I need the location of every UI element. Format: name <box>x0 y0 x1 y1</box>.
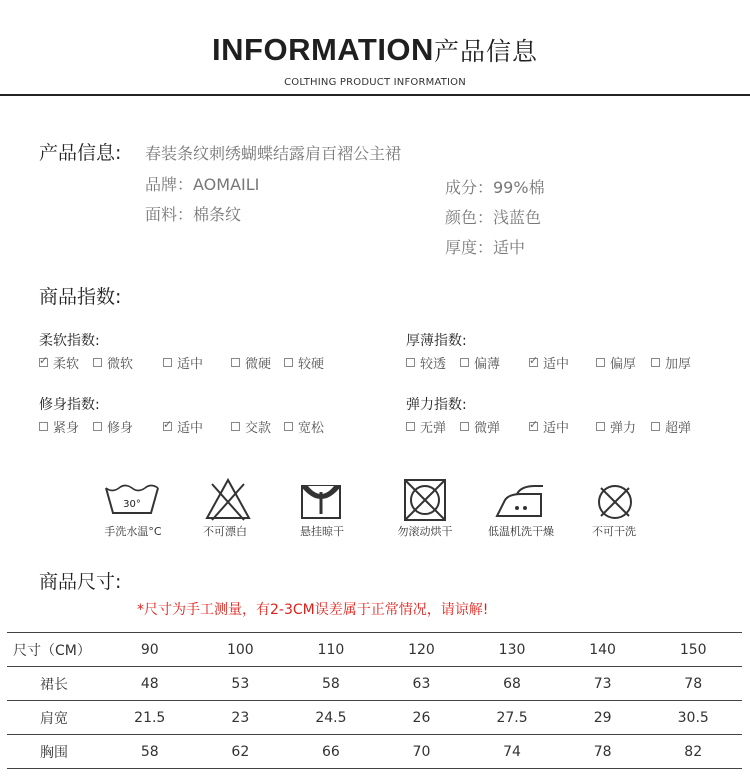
checkbox-icon[interactable] <box>406 422 415 431</box>
size-cell: 27.5 <box>496 709 528 726</box>
index-option-label: 宽松 <box>298 421 325 436</box>
page-title <box>0 32 750 68</box>
index-group-title: 弹力指数: <box>406 397 467 413</box>
index-option[interactable] <box>93 353 133 372</box>
index-option[interactable] <box>231 417 271 436</box>
wash-temp: 30° <box>123 499 141 510</box>
size-heading: 商品尺寸: <box>39 571 122 593</box>
product-thickness: 厚度：适中 <box>445 238 526 257</box>
index-option-label: 适中 <box>543 357 570 372</box>
index-option[interactable] <box>93 417 133 436</box>
index-option[interactable] <box>284 353 324 372</box>
index-option-label: 微弹 <box>474 421 501 436</box>
index-option-label: 加厚 <box>665 357 692 372</box>
checkbox-checked-icon[interactable] <box>39 358 48 367</box>
index-option[interactable] <box>460 417 500 436</box>
index-option[interactable] <box>39 353 79 372</box>
size-cell: 78 <box>684 675 703 692</box>
checkbox-icon[interactable] <box>284 422 293 431</box>
checkbox-icon[interactable] <box>460 358 469 367</box>
checkbox-icon[interactable] <box>93 422 102 431</box>
size-cell: 140 <box>589 641 616 658</box>
checkbox-icon[interactable] <box>231 358 240 367</box>
index-option-label: 适中 <box>177 421 204 436</box>
size-cell: 110 <box>317 641 345 658</box>
care-label-hang-dry: 悬挂晾干 <box>300 525 344 538</box>
care-label-no-dry-clean: 不可干洗 <box>592 525 636 538</box>
checkbox-checked-icon[interactable] <box>163 422 172 431</box>
care-label-hand-wash: 手洗水温°C <box>104 525 162 538</box>
size-cell: 53 <box>231 675 250 692</box>
size-cell: 58 <box>140 743 159 760</box>
index-group-title: 厚薄指数: <box>406 333 467 349</box>
index-option[interactable] <box>231 353 271 372</box>
product-name: 春装条纹刺绣蝴蝶结露肩百褶公主裙 <box>145 144 402 163</box>
size-cell: 21.5 <box>134 709 166 726</box>
size-cell: 66 <box>321 743 340 760</box>
index-option[interactable] <box>651 353 691 372</box>
header-divider <box>0 94 750 96</box>
size-cell: 26 <box>412 709 431 726</box>
size-cell: 24.5 <box>315 709 347 726</box>
checkbox-icon[interactable] <box>651 422 660 431</box>
index-option-label: 适中 <box>177 357 204 372</box>
size-cell: 90 <box>140 641 159 658</box>
care-label-no-tumble: 勿滚动烘干 <box>397 525 453 538</box>
checkbox-icon[interactable] <box>284 358 293 367</box>
size-cell: 62 <box>231 743 250 760</box>
title-en: INFORMATION <box>212 32 434 67</box>
index-option-label: 适中 <box>543 421 570 436</box>
care-label-no-bleach: 不可漂白 <box>203 525 247 538</box>
title-cn: 产品信息 <box>433 37 538 66</box>
index-group-title: 修身指数: <box>39 397 100 413</box>
product-fabric: 面料：棉条纹 <box>145 205 242 224</box>
index-option[interactable] <box>406 417 446 436</box>
size-row <box>7 633 742 667</box>
checkbox-checked-icon[interactable] <box>529 422 538 431</box>
size-cell: 30.5 <box>677 709 709 726</box>
size-note: *尺寸为手工测量，有2-3CM误差属于正常情况，请谅解! <box>137 602 489 618</box>
product-composition: 成分：99%棉 <box>445 178 545 197</box>
size-cell: 68 <box>503 675 521 692</box>
index-option[interactable] <box>163 353 203 372</box>
page-subtitle: COLTHING PRODUCT INFORMATION <box>284 77 466 88</box>
product-color: 颜色：浅蓝色 <box>445 208 542 227</box>
size-cell: 29 <box>593 709 612 726</box>
size-row-label: 胸围 <box>40 744 68 761</box>
no-tumble-dry-icon <box>396 476 456 528</box>
index-option-label: 柔软 <box>53 357 80 372</box>
size-row-label: 肩宽 <box>40 710 68 727</box>
index-option-label: 弹力 <box>610 421 637 436</box>
size-cell: 73 <box>593 675 612 692</box>
index-option[interactable] <box>460 353 500 372</box>
checkbox-icon[interactable] <box>596 422 605 431</box>
index-option[interactable] <box>651 417 691 436</box>
size-row <box>7 735 742 769</box>
size-cell: 120 <box>408 641 435 658</box>
size-cell: 58 <box>321 675 340 692</box>
index-option-label: 较透 <box>420 357 447 372</box>
checkbox-icon[interactable] <box>406 358 415 367</box>
index-option-label: 交款 <box>245 421 272 436</box>
checkbox-icon[interactable] <box>460 422 469 431</box>
size-row-label: 裙长 <box>40 676 68 693</box>
size-cell: 23 <box>231 709 250 726</box>
index-option[interactable] <box>39 417 79 436</box>
size-cell: 70 <box>412 743 431 760</box>
index-option[interactable] <box>284 417 324 436</box>
index-group-title: 柔软指数: <box>39 333 100 349</box>
index-option-label: 紧身 <box>53 421 80 436</box>
index-option-label: 无弹 <box>420 421 447 436</box>
size-cell: 63 <box>412 675 431 692</box>
index-option-label: 偏薄 <box>474 357 501 372</box>
index-option-label: 修身 <box>107 421 134 436</box>
size-cell: 130 <box>498 641 526 658</box>
size-table <box>7 632 742 769</box>
index-option[interactable] <box>529 417 569 436</box>
size-cell: 100 <box>226 641 254 658</box>
index-option-label: 较硬 <box>298 357 325 372</box>
checkbox-checked-icon[interactable] <box>529 358 538 367</box>
index-option[interactable] <box>529 353 569 372</box>
index-option-label: 超弹 <box>665 421 692 436</box>
size-row-label: 尺寸（CM） <box>13 642 91 659</box>
size-row <box>7 701 742 735</box>
product-brand: 品牌：AOMAILI <box>145 175 260 194</box>
checkbox-icon[interactable] <box>163 358 172 367</box>
size-row <box>7 667 742 701</box>
size-cell: 48 <box>140 675 159 692</box>
index-option-label: 偏厚 <box>610 357 637 372</box>
size-cell: 82 <box>684 743 703 760</box>
checkbox-icon[interactable] <box>596 358 605 367</box>
size-cell: 78 <box>593 743 612 760</box>
size-cell: 150 <box>679 641 707 658</box>
indices-heading: 商品指数: <box>39 286 122 308</box>
index-option[interactable] <box>596 417 636 436</box>
no-bleach-icon <box>198 476 258 528</box>
index-option[interactable] <box>163 417 203 436</box>
size-cell: 74 <box>503 743 521 760</box>
index-option-label: 微软 <box>107 357 134 372</box>
product-info-label: 产品信息: <box>39 142 122 164</box>
care-label-iron: 低温机洗干燥 <box>488 525 554 538</box>
index-option[interactable] <box>406 353 446 372</box>
checkbox-icon[interactable] <box>39 422 48 431</box>
checkbox-icon[interactable] <box>231 422 240 431</box>
checkbox-icon[interactable] <box>651 358 660 367</box>
checkbox-icon[interactable] <box>93 358 102 367</box>
index-option[interactable] <box>596 353 636 372</box>
index-option-label: 微硬 <box>245 357 272 372</box>
